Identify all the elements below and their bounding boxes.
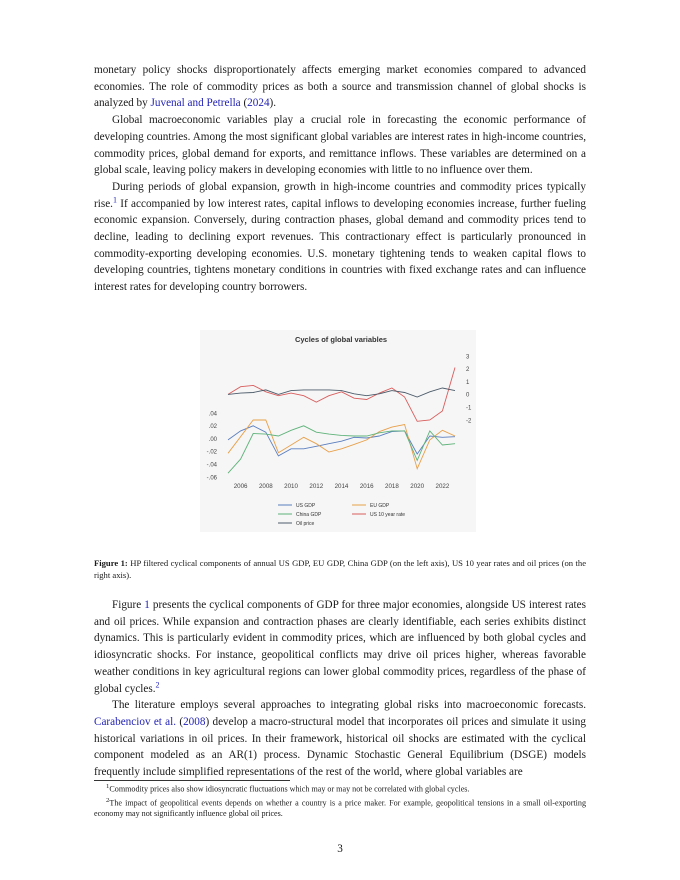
chart-title: Cycles of global variables — [294, 335, 388, 344]
x-axis-tick-label: 2016 — [359, 483, 374, 490]
citation-carabenciov[interactable]: Carabenciov et al. — [94, 715, 177, 728]
paragraph-1: monetary policy shocks disproportionately affects emerging market economies compared to advanced economies. The role of commodity prices as both a source and transmission channel of global shocks is analyzed by Juvenal and Petrella (2024). — [94, 64, 586, 110]
figure-caption-text: HP filtered cyclical components of annual US GDP, EU GDP, China GDP (on the left axis), US 10 year rates and oil prices (on the right axis). — [94, 558, 587, 580]
right-axis-tick-label: 3 — [466, 354, 470, 361]
page-number: 3 — [337, 843, 343, 855]
paragraph-2: Global macroeconomic variables play a crucial role in forecasting the economic performance of developing countries. Among the most significant global variables are interest rates in high-income countries, commodity prices, global demand for exports, and remittance inflows. These variables are determined on a global scale, leaving policy makers in developing economies with little to no influence over them. — [94, 114, 586, 177]
paragraph-4: Figure 1 presents the cyclical components of GDP for three major economies, alongside US interest rates and oil prices. While expansion and contraction phases are clearly identifiable, each series exhibits distinct dynamics. This is particularly evident in commodity prices, which are influenced by both global cycles and idiosyncratic shocks. For instance, geopolitical conflicts may drive oil prices higher, whereas favorable weather conditions in key agricultural regions can lower global commodity prices, regardless of the phase of global cycles.$^2$ — [94, 599, 586, 695]
legend-label-us-gdp: US GDP — [296, 503, 316, 509]
legend-label-us-10-year-rate: US 10 year rate — [370, 512, 406, 518]
left-axis-tick-label: .04 — [208, 411, 217, 418]
right-axis-tick-label: 1 — [466, 379, 470, 386]
citation-year-2024[interactable]: 2024 — [247, 97, 270, 110]
left-axis-tick-label: .00 — [208, 436, 217, 443]
left-axis-tick-label: -.04 — [206, 462, 217, 469]
x-axis-tick-label: 2010 — [284, 483, 298, 490]
legend-label-china-gdp: China GDP — [296, 512, 322, 518]
figure-chart — [200, 330, 476, 532]
right-axis-tick-label: -1 — [466, 405, 472, 412]
footnote-mark-1: 1 — [106, 783, 110, 790]
left-axis-tick-label: -.02 — [206, 449, 217, 456]
x-axis-tick-label: 2022 — [435, 483, 450, 490]
footnote-1: $^1$Commodity prices also show idiosyncratic fluctuations which may or may not be correlated with global cycles. — [106, 783, 470, 794]
legend-label-eu-gdp: EU GDP — [370, 503, 390, 509]
x-axis-tick-label: 2014 — [334, 483, 349, 490]
x-axis-tick-label: 2020 — [410, 483, 425, 490]
legend-label-oil-price: Oil price — [296, 521, 315, 527]
right-axis-tick-label: -2 — [466, 418, 472, 425]
body-text-bottom — [94, 597, 586, 781]
citation-juvenal-petrella[interactable]: Juvenal and Petrella — [150, 97, 241, 110]
footnote-ref-2[interactable]: 2 — [155, 679, 160, 689]
paragraph-5: The literature employs several approaches to integrating global risks into macroeconomic forecasts. Carabenciov et al. (2008) develop a macro-structural model that incorporates oil prices and simulate it using historical variations in oil prices. In their framework, historical oil shocks are estimated with the cyclical component modeled as an AR(1) process. Dynamic Stochastic General Equilibrium (DSGE) models frequently include simplified representations of the rest of the world, where global variables are — [94, 699, 586, 779]
figure-caption — [94, 558, 586, 581]
left-axis-tick-label: .02 — [208, 424, 217, 431]
x-axis-tick-label: 2006 — [233, 483, 248, 490]
left-axis-tick-label: -.06 — [206, 475, 217, 482]
x-axis-tick-label: 2012 — [309, 483, 324, 490]
x-axis-tick-label: 2018 — [385, 483, 399, 490]
right-axis-tick-label: 0 — [466, 392, 470, 399]
footnote-mark-2: 2 — [106, 796, 110, 804]
figure-ref-1[interactable]: 1 — [144, 599, 150, 611]
body-text-top — [94, 62, 586, 296]
paragraph-3: During periods of global expansion, growth in high-income countries and commodity prices typically rise.$^1$ If accompanied by low interest rates, capital inflows to developing economies increase, further fueling economic expansion. Conversely, during contraction phases, global demand and commodity prices tend to decline, leading to declining export revenues. This contractionary effect is particularly pronounced in commodity-exporting developing economies. U.S. monetary tightening tends to weaken capital flows to developing countries, tightens monetary conditions in countries with fixed exchange rates and can influence interest rates for developing country borrowers. — [94, 180, 586, 294]
x-axis-tick-label: 2008 — [258, 483, 273, 490]
footnote-2: $^2$The impact of geopolitical events depends on whether a country is a price maker. For example, geopolitical tensions in a small oil-exporting economy may not significantly influence global oil prices. — [94, 796, 586, 819]
citation-year-2008[interactable]: 2008 — [183, 715, 206, 728]
footnotes — [94, 781, 586, 819]
chart-svg — [200, 330, 476, 532]
footnote-ref-1[interactable]: 1 — [112, 194, 117, 204]
right-axis-tick-label: 2 — [466, 367, 470, 374]
figure-label: Figure 1: — [94, 558, 128, 568]
